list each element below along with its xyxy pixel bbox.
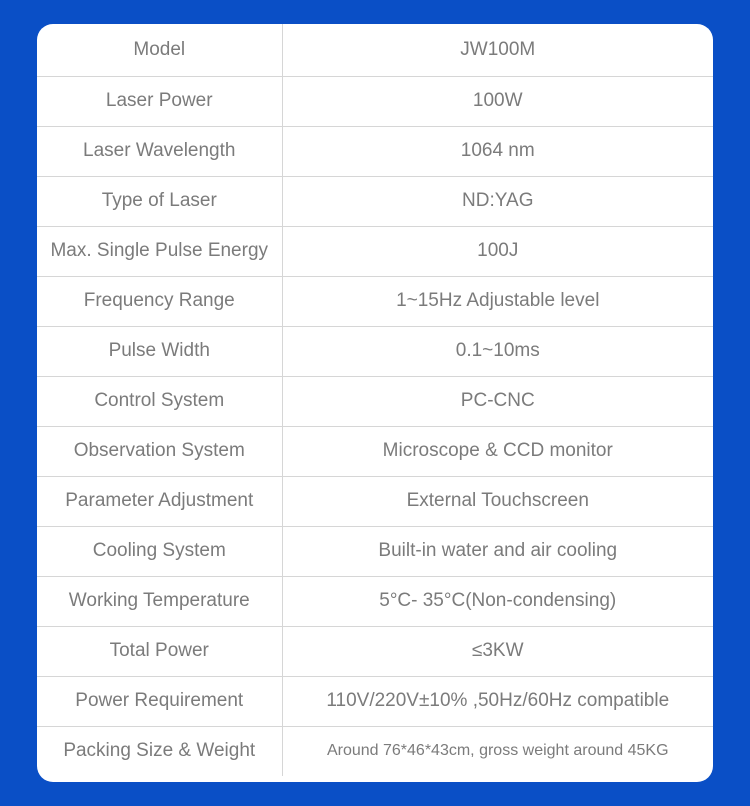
spec-row-total-power [37, 626, 713, 676]
spec-value: External Touchscreen [282, 476, 713, 526]
spec-value: PC-CNC [282, 376, 713, 426]
spec-value: Built-in water and air cooling [282, 526, 713, 576]
spec-label: Total Power [37, 626, 282, 676]
spec-label: Parameter Adjustment [37, 476, 282, 526]
spec-row-laser-wavelength [37, 126, 713, 176]
spec-label: Max. Single Pulse Energy [37, 226, 282, 276]
spec-row-control-system [37, 376, 713, 426]
spec-label: Cooling System [37, 526, 282, 576]
spec-value: 100W [282, 76, 713, 126]
spec-label: Model [37, 24, 282, 76]
spec-value: ≤3KW [282, 626, 713, 676]
spec-table [37, 24, 713, 776]
spec-label: Control System [37, 376, 282, 426]
spec-value: 1~15Hz Adjustable level [282, 276, 713, 326]
spec-value: 0.1~10ms [282, 326, 713, 376]
spec-row-packing-size-weight [37, 726, 713, 776]
spec-label: Power Requirement [37, 676, 282, 726]
spec-label: Packing Size & Weight [37, 726, 282, 776]
spec-row-working-temperature [37, 576, 713, 626]
spec-value: Microscope & CCD monitor [282, 426, 713, 476]
spec-label: Working Temperature [37, 576, 282, 626]
spec-card [37, 24, 713, 782]
spec-value: 100J [282, 226, 713, 276]
spec-value: 5°C- 35°C(Non-condensing) [282, 576, 713, 626]
spec-row-observation-system [37, 426, 713, 476]
spec-row-cooling-system [37, 526, 713, 576]
spec-label: Pulse Width [37, 326, 282, 376]
spec-label: Type of Laser [37, 176, 282, 226]
spec-value: 1064 nm [282, 126, 713, 176]
spec-label: Laser Power [37, 76, 282, 126]
spec-row-frequency-range [37, 276, 713, 326]
spec-row-pulse-width [37, 326, 713, 376]
spec-row-type-of-laser [37, 176, 713, 226]
spec-value: Around 76*46*43cm, gross weight around 45KG [326, 742, 669, 760]
spec-row-model [37, 24, 713, 76]
spec-value: JW100M [282, 24, 713, 76]
spec-row-pulse-energy [37, 226, 713, 276]
spec-label: Frequency Range [37, 276, 282, 326]
spec-label: Observation System [37, 426, 282, 476]
spec-label: Laser Wavelength [37, 126, 282, 176]
spec-value: ND:YAG [282, 176, 713, 226]
spec-row-laser-power [37, 76, 713, 126]
spec-value: 110V/220V±10% ,50Hz/60Hz compatible [282, 676, 713, 726]
spec-row-parameter-adjustment [37, 476, 713, 526]
spec-row-power-requirement [37, 676, 713, 726]
